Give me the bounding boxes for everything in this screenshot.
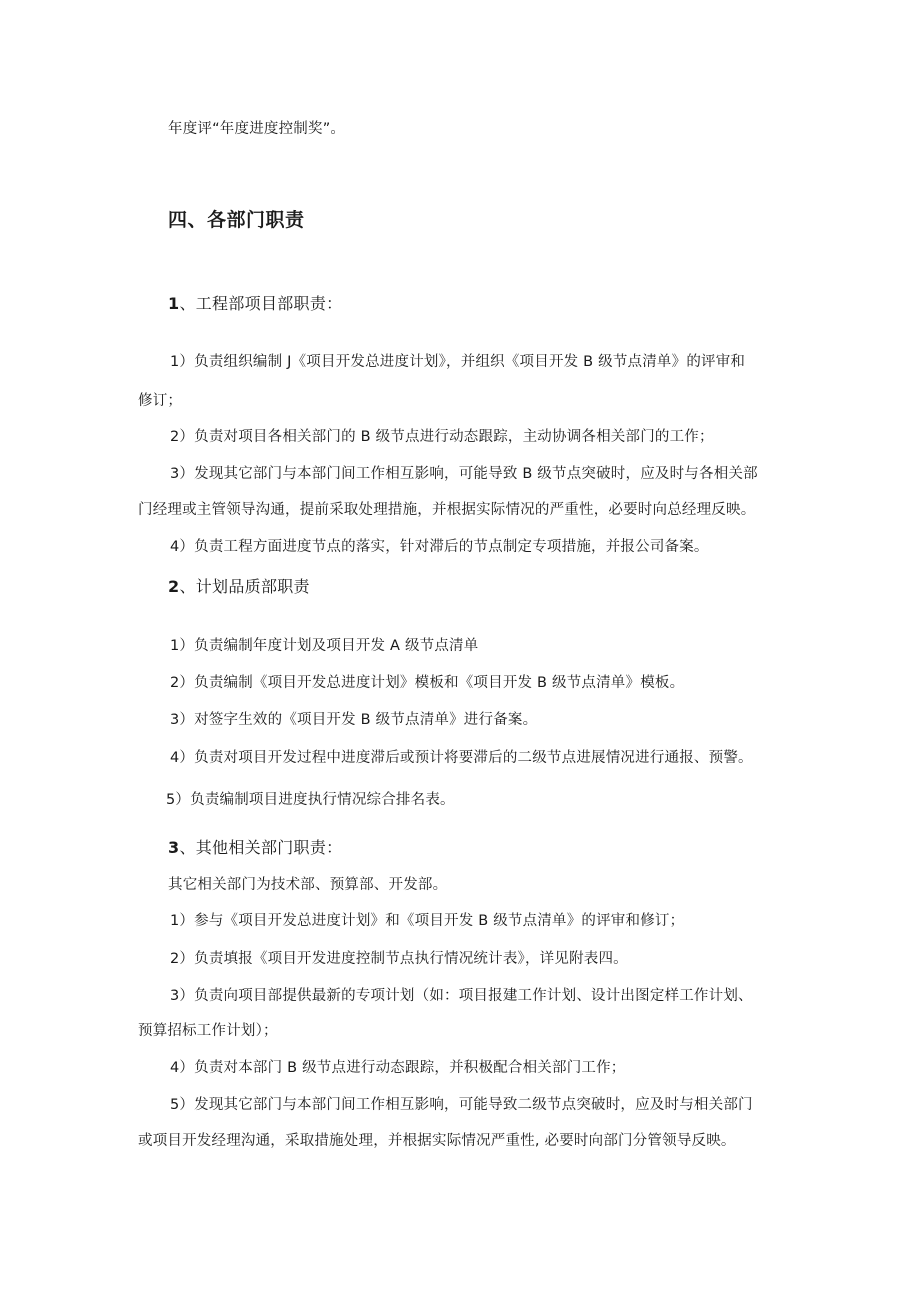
intro-line: 年度评“年度进度控制奖”。 [168, 121, 346, 137]
paragraph-line: 1）负责编制年度计划及项目开发 A 级节点清单 [170, 638, 479, 654]
paragraph-line: 或项目开发经理沟通，采取措施处理，并根据实际情况严重性, 必要时向部门分管领导反映。 [138, 1133, 736, 1149]
paragraph-line: 4）负责对本部门 B 级节点进行动态跟踪，并积极配合相关部门工作； [170, 1060, 626, 1076]
paragraph-line: 1）负责组织编制 J《项目开发总进度计划》，并组织《项目开发 B 级节点清单》的评审和 [170, 354, 746, 370]
paragraph-line: 1）参与《项目开发总进度计划》和《项目开发 B 级节点清单》的评审和修订； [170, 913, 685, 929]
subsection-number: 1 [168, 294, 180, 313]
subsection-label: 、工程部项目部职责： [179, 294, 343, 313]
subsection-title-3 [168, 838, 342, 858]
paragraph-line: 3）发现其它部门与本部门间工作相互影响，可能导致 B 级节点突破时，应及时与各相关部 [170, 466, 758, 482]
paragraph-line: 2）负责填报《项目开发进度控制节点执行情况统计表》，详见附表四。 [170, 951, 628, 967]
section-title: 四、各部门职责 [168, 209, 305, 231]
paragraph-line: 2）负责编制《项目开发总进度计划》模板和《项目开发 B 级节点清单》模板。 [170, 675, 685, 691]
paragraph-line: 4）负责工程方面进度节点的落实，针对滞后的节点制定专项措施，并报公司备案。 [170, 539, 709, 555]
subsection-number: 2 [168, 577, 180, 596]
paragraph-line: 3）对签字生效的《项目开发 B 级节点清单》进行备案。 [170, 712, 538, 728]
subsection-title-2 [168, 577, 310, 597]
paragraph-line: 5）发现其它部门与本部门间工作相互影响，可能导致二级节点突破时，应及时与相关部门 [170, 1097, 753, 1113]
paragraph-line: 修订； [138, 393, 183, 409]
paragraph-line: 门经理或主管领导沟通，提前采取处理措施，并根据实际情况的严重性，必要时向总经理反映。 [138, 502, 756, 518]
paragraph-line: 其它相关部门为技术部、预算部、开发部。 [168, 877, 448, 893]
subsection-label: 、其他相关部门职责： [179, 838, 343, 857]
subsection-number: 3 [168, 838, 180, 857]
paragraph-line: 2）负责对项目各相关部门的 B 级节点进行动态跟踪，主动协调各相关部门的工作； [170, 429, 714, 445]
subsection-label: 、计划品质部职责 [179, 577, 310, 596]
paragraph-line: 3）负责向项目部提供最新的专项计划（如：项目报建工作计划、设计出图定样工作计划、 [170, 988, 753, 1004]
subsection-title-1 [168, 294, 342, 314]
paragraph-line: 预算招标工作计划）； [138, 1023, 278, 1039]
paragraph-line: 4）负责对项目开发过程中进度滞后或预计将要滞后的二级节点进展情况进行通报、预警。 [170, 750, 753, 766]
paragraph-line: 5）负责编制项目进度执行情况综合排名表。 [166, 792, 455, 808]
